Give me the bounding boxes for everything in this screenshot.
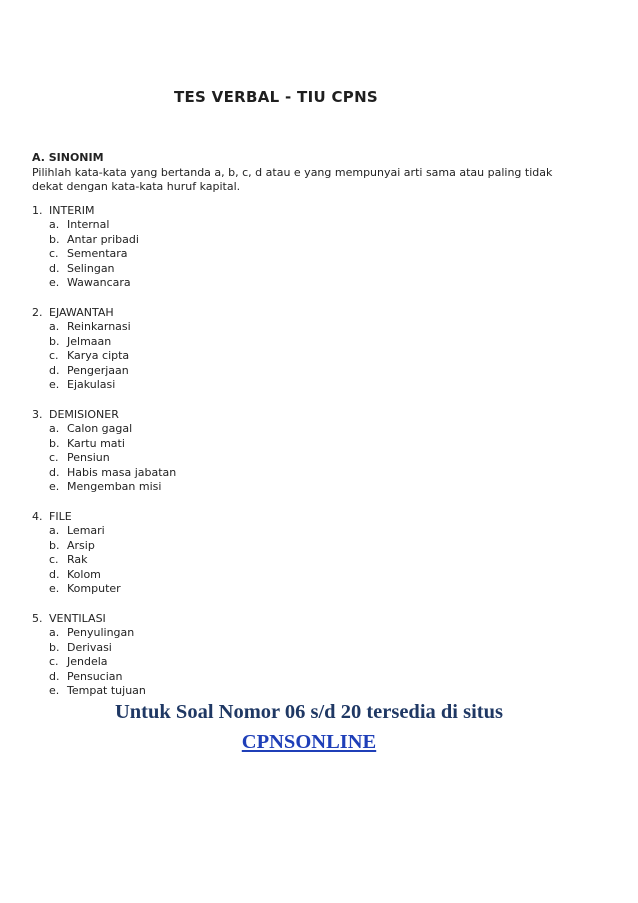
question-word: DEMISIONER [49,407,119,421]
option-text: Penyulingan [67,626,135,639]
answer-option [49,626,592,641]
option-letter: a. [49,218,60,231]
option-letter: c. [49,553,59,566]
question-number: 2. [32,305,43,319]
option-text: Ejakulasi [67,378,116,391]
option-text: Lemari [67,524,105,537]
footer-notice [0,697,618,757]
question-list [32,204,592,699]
footer-text: Untuk Soal Nomor 06 s/d 20 tersedia di situs [114,701,504,723]
answer-option [49,247,592,262]
answer-option [49,524,592,539]
option-text: Wawancara [67,276,131,289]
question-item [32,510,592,597]
answer-option [49,349,592,364]
question-item [32,306,592,393]
option-list [32,422,592,495]
option-text: Habis masa jabatan [67,465,177,479]
question-word: INTERIM [49,203,95,217]
option-text: Antar pribadi [67,232,139,246]
option-text: Pensucian [67,669,123,683]
answer-option [49,378,592,393]
option-letter: e. [49,276,60,289]
answer-option [49,262,592,277]
option-text: Internal [67,218,110,231]
synonym-section [32,151,592,714]
answer-option [49,233,592,248]
option-text: Kartu mati [67,436,125,450]
option-letter: d. [49,261,60,275]
option-letter: c. [49,655,59,668]
question-item [32,204,592,291]
option-letter: a. [49,320,60,333]
option-text: Sementara [67,247,128,260]
cpnsonline-link[interactable]: CPNSONLINE [241,731,377,753]
answer-option [49,437,592,452]
answer-option [49,553,592,568]
answer-option [49,320,592,335]
option-letter: e. [49,378,60,391]
answer-option [49,466,592,481]
option-letter: b. [49,538,60,552]
answer-option [49,276,592,291]
section-heading: A. SINONIM [32,151,104,164]
answer-option [49,422,592,437]
option-letter: b. [49,436,60,450]
option-text: Komputer [67,582,121,595]
option-letter: c. [49,247,59,260]
question-line [32,306,592,321]
question-number: 3. [32,407,43,421]
answer-option [49,641,592,656]
option-letter: a. [49,626,60,639]
option-letter: d. [49,465,60,479]
option-text: Tempat tujuan [67,684,146,697]
option-letter: d. [49,567,60,581]
answer-option [49,655,592,670]
option-text: Jendela [67,655,108,668]
option-letter: d. [49,363,60,377]
answer-option [49,539,592,554]
option-text: Pensiun [67,451,110,464]
option-list [32,524,592,597]
option-text: Arsip [67,538,95,552]
question-number: 4. [32,509,43,523]
answer-option [49,670,592,685]
option-text: Pengerjaan [67,363,129,377]
option-letter: d. [49,669,60,683]
question-line [32,408,592,423]
option-text: Karya cipta [67,349,130,362]
option-list [32,320,592,393]
instruction-line-1: Pilihlah kata-kata yang bertanda a, b, c, d atau e yang mempunyai arti sama atau paling tidak [32,165,553,179]
option-text: Mengemban misi [67,480,162,493]
question-word: VENTILASI [49,611,106,625]
page-title: TES VERBAL - TIU CPNS [173,88,379,106]
question-number: 1. [32,203,43,217]
option-letter: c. [49,349,59,362]
question-item [32,612,592,699]
option-letter: e. [49,582,60,595]
instruction-line-2: dekat dengan kata-kata huruf kapital. [32,180,241,193]
answer-option [49,451,592,466]
answer-option [49,480,592,495]
question-word: EJAWANTAH [49,305,114,319]
option-text: Jelmaan [67,334,112,348]
answer-option [49,335,592,350]
option-text: Rak [67,553,88,566]
option-letter: a. [49,422,60,435]
answer-option [49,218,592,233]
answer-option [49,582,592,597]
option-text: Kolom [67,567,101,581]
option-list [32,626,592,699]
question-word: FILE [49,509,72,523]
option-text: Reinkarnasi [67,320,131,333]
option-letter: b. [49,232,60,246]
question-line [32,612,592,627]
option-letter: a. [49,524,60,537]
question-line [32,204,592,219]
answer-option [49,568,592,583]
question-item [32,408,592,495]
option-text: Calon gagal [67,422,133,435]
option-text: Selingan [67,261,115,275]
option-letter: e. [49,480,60,493]
question-line [32,510,592,525]
option-letter: b. [49,640,60,654]
question-number: 5. [32,611,43,625]
answer-option [49,364,592,379]
option-text: Derivasi [67,640,112,654]
option-letter: e. [49,684,60,697]
option-list [32,218,592,291]
option-letter: c. [49,451,59,464]
option-letter: b. [49,334,60,348]
